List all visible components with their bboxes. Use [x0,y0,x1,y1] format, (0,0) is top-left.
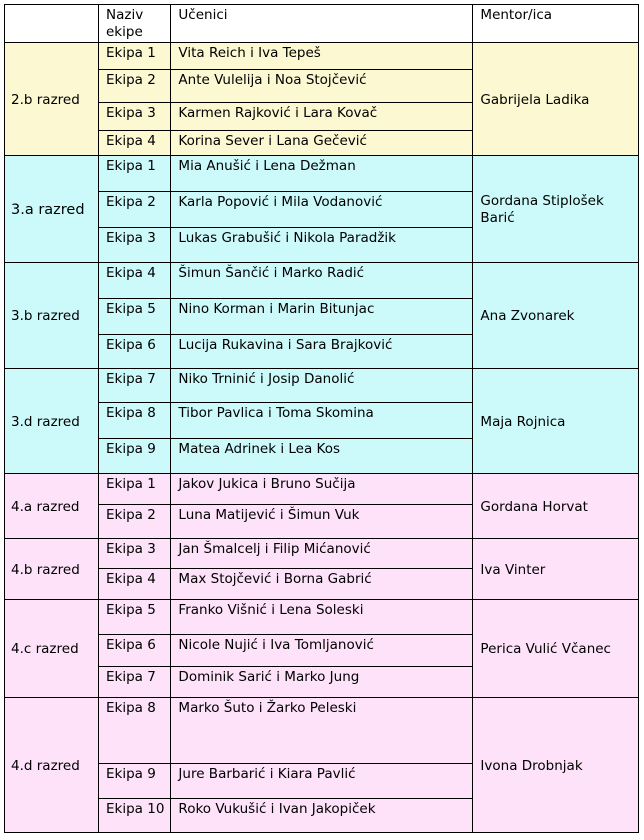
team-name: Ekipa 10 [99,799,171,833]
team-name: Ekipa 3 [99,228,171,263]
students: Roko Vukušić i Ivan Jakopiček [171,799,473,833]
team-name: Ekipa 2 [99,70,171,103]
team-name: Ekipa 5 [99,299,171,335]
team-name: Ekipa 9 [99,439,171,474]
students: Karmen Rajković i Lara Kovač [171,103,473,131]
table-row [5,539,639,569]
mentor-cell: Iva Vinter [473,539,639,600]
students: Lucija Rukavina i Sara Brajković [171,335,473,369]
mentor-cell: Gordana Horvat [473,474,639,539]
header-razred [5,5,99,43]
table-row [5,263,639,299]
table-row [5,156,639,192]
students: Mia Anušić i Lena Dežman [171,156,473,192]
students: Karla Popović i Mila Vodanović [171,192,473,228]
students: Matea Adrinek i Lea Kos [171,439,473,474]
team-name: Ekipa 7 [99,369,171,403]
team-name: Ekipa 4 [99,131,171,156]
class-cell: 3.d razred [5,369,99,474]
class-cell: 4.c razred [5,600,99,698]
team-name: Ekipa 1 [99,474,171,505]
students: Jan Šmalcelj i Filip Mićanović [171,539,473,569]
header-naziv-ekipe: Naziv ekipe [99,5,171,43]
table-row [5,698,639,764]
header-row [5,5,639,43]
team-name: Ekipa 6 [99,335,171,369]
class-cell: 4.b razred [5,539,99,600]
team-name: Ekipa 8 [99,698,171,764]
team-name: Ekipa 3 [99,539,171,569]
class-cell: 4.a razred [5,474,99,539]
team-name: Ekipa 9 [99,764,171,799]
class-cell: 3.a razred [5,156,99,263]
class-cell: 3.b razred [5,263,99,369]
students: Jakov Jukica i Bruno Sučija [171,474,473,505]
mentor-cell: Perica Vulić Včanec [473,600,639,698]
table-row [5,369,639,403]
team-name: Ekipa 2 [99,505,171,539]
students: Nicole Nujić i Iva Tomljanović [171,635,473,667]
students: Vita Reich i Iva Tepeš [171,43,473,70]
table-row [5,600,639,635]
students: Luna Matijević i Šimun Vuk [171,505,473,539]
mentor-cell: Gordana Stiplošek Barić [473,156,639,263]
class-cell: 2.b razred [5,43,99,156]
team-name: Ekipa 6 [99,635,171,667]
students: Franko Višnić i Lena Soleski [171,600,473,635]
students: Niko Trninić i Josip Danolić [171,369,473,403]
class-cell: 4.d razred [5,698,99,833]
students: Tibor Pavlica i Toma Skomina [171,403,473,439]
students: Marko Šuto i Žarko Peleski [171,698,473,764]
mentor-cell: Gabrijela Ladika [473,43,639,156]
students: Jure Barbarić i Kiara Pavlić [171,764,473,799]
students: Dominik Sarić i Marko Jung [171,667,473,698]
students: Šimun Šančić i Marko Radić [171,263,473,299]
students: Lukas Grabušić i Nikola Paradžik [171,228,473,263]
header-ucenici: Učenici [171,5,473,43]
team-name: Ekipa 4 [99,263,171,299]
students: Nino Korman i Marin Bitunjac [171,299,473,335]
teams-table [4,4,639,833]
team-name: Ekipa 4 [99,569,171,600]
team-name: Ekipa 3 [99,103,171,131]
team-name: Ekipa 1 [99,43,171,70]
team-name: Ekipa 5 [99,600,171,635]
table-row [5,43,639,70]
mentor-cell: Ivona Drobnjak [473,698,639,833]
header-mentor: Mentor/ica [473,5,639,43]
students: Korina Sever i Lana Gečević [171,131,473,156]
mentor-cell: Maja Rojnica [473,369,639,474]
team-name: Ekipa 1 [99,156,171,192]
team-name: Ekipa 2 [99,192,171,228]
team-name: Ekipa 8 [99,403,171,439]
students: Ante Vulelija i Noa Stojčević [171,70,473,103]
mentor-cell: Ana Zvonarek [473,263,639,369]
table-row [5,474,639,505]
students: Max Stojčević i Borna Gabrić [171,569,473,600]
team-name: Ekipa 7 [99,667,171,698]
